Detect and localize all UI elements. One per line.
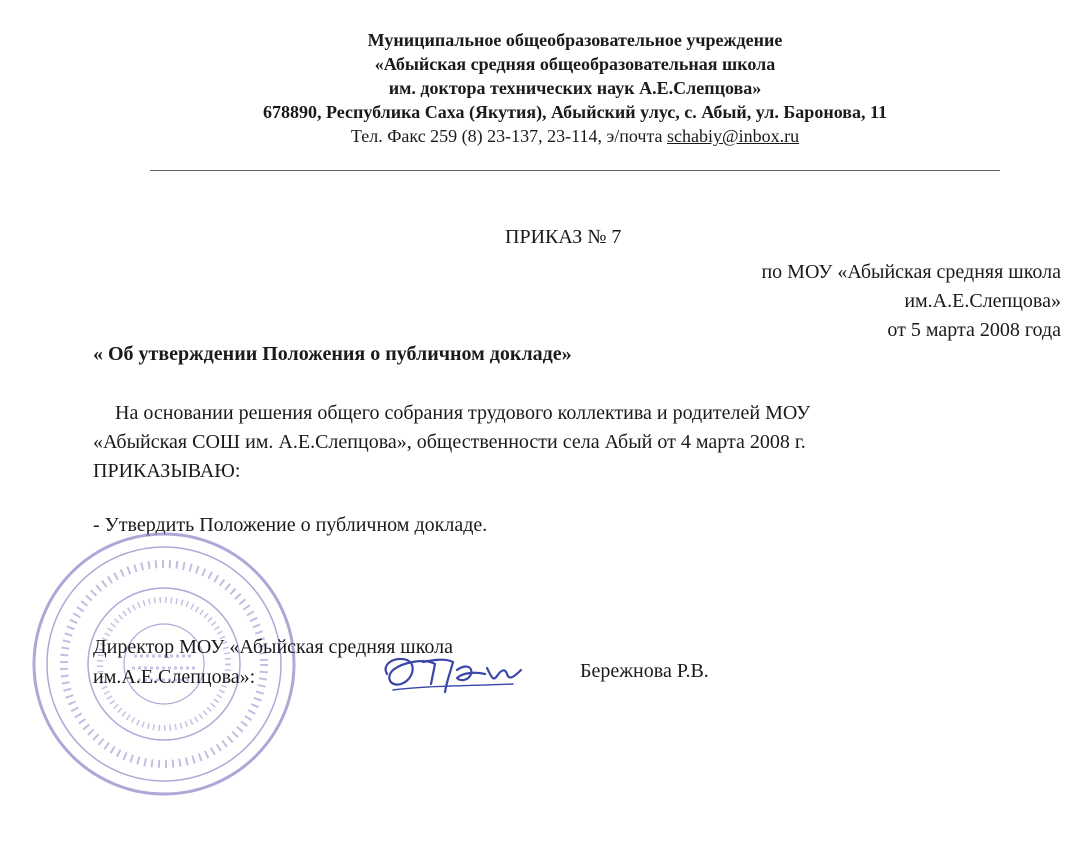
order-meta <box>761 258 1061 345</box>
order-title: ПРИКАЗ № 7 <box>505 226 622 248</box>
letterhead-line-1: Муниципальное общеобразовательное учреждение <box>367 30 783 50</box>
order-subject: « Об утверждении Положения о публичном докладе» <box>93 343 572 365</box>
letterhead-divider <box>150 170 1000 171</box>
letterhead-address: 678890, Республика Саха (Якутия), Абыйский улус, с. Абый, ул. Баронова, 11 <box>263 102 887 122</box>
body-line-2: «Абыйская СОШ им. А.Е.Слепцова», общественности села Абый от 4 марта 2008 г. <box>93 431 806 453</box>
letterhead-line-3: им. доктора технических наук А.Е.Слепцова» <box>388 78 762 98</box>
email-link[interactable]: schabiy@inbox.ru <box>667 126 800 146</box>
letterhead <box>150 28 1000 148</box>
contacts-text: Тел. Факс 259 (8) 23-137, 23-114, э/почта <box>350 126 663 146</box>
handwritten-signature-icon <box>373 640 533 710</box>
order-meta-line-1: по МОУ «Абыйская средняя школа <box>761 261 1061 283</box>
signatory-organization: им.А.Е.Слепцова»: <box>93 666 256 688</box>
signatory-title: Директор МОУ «Абыйская средняя школа <box>93 636 453 658</box>
order-item: - Утвердить Положение о публичном докладе. <box>93 514 488 536</box>
letterhead-contacts <box>150 124 1000 148</box>
order-meta-date: от 5 марта 2008 года <box>887 319 1061 341</box>
order-meta-line-2: им.А.Е.Слепцова» <box>904 290 1061 312</box>
order-body <box>93 399 1023 486</box>
signatory-name: Бережнова Р.В. <box>580 660 709 682</box>
body-line-1: На основании решения общего собрания трудового коллектива и родителей МОУ <box>115 402 811 424</box>
body-line-3: ПРИКАЗЫВАЮ: <box>93 460 241 482</box>
letterhead-line-2: «Абыйская средняя общеобразовательная школа <box>374 54 776 74</box>
